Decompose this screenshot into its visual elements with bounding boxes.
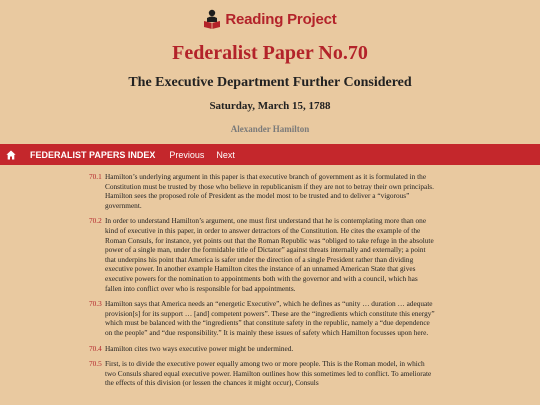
logo-text: Reading Project bbox=[225, 10, 337, 28]
main-navbar bbox=[0, 144, 540, 165]
paragraph bbox=[89, 216, 435, 293]
site-logo[interactable] bbox=[0, 8, 540, 30]
author-name: Alexander Hamilton bbox=[230, 124, 310, 134]
paragraph-text: Hamilton cites two ways executive power might be undermined. bbox=[105, 343, 294, 353]
paragraph-number: 70.4 bbox=[89, 343, 102, 353]
paragraph-number: 70.1 bbox=[89, 172, 102, 181]
paragraph-number: 70.2 bbox=[89, 216, 102, 226]
next-link[interactable]: Next bbox=[216, 149, 235, 160]
federalist-index-link[interactable]: FEDERALIST PAPERS INDEX bbox=[30, 149, 156, 160]
paragraph bbox=[89, 172, 435, 210]
paragraph-number: 70.3 bbox=[89, 299, 102, 309]
page-title: Federalist Paper No.70 bbox=[172, 42, 368, 64]
page-subtitle: The Executive Department Further Considered bbox=[128, 75, 412, 90]
paragraph-text: Hamilton says that America needs an “energetic Executive”, which he defines as “unity … duration … adequate provision[s] for its support … [and] competent powers”. These are the “ingredients which constitute this energy” which must be balanced with the “ingredients” that constitute safety in the republic, namely a “due dependence on the people” and “due responsibility.” It is mainly these issues of safety which Hamilton focusses upon here. bbox=[105, 299, 435, 337]
paragraph bbox=[89, 299, 435, 337]
home-icon[interactable] bbox=[6, 150, 16, 160]
paragraph bbox=[89, 344, 435, 354]
paragraph bbox=[89, 359, 435, 388]
paragraph-text: In order to understand Hamilton’s argument, one must first understand that he is contemplating more than one kind of executive in this paper, in order to answer detractors of the Constitution. He cites the example of the Roman Consuls, for instance, yet points out that the Roman Republic was “obliged to take refuge in the absolute power of a single man, under the formidable title of Dictator” against threats internally and externally; a point that underpins his point that America is safer under the direction of a single President rather than dividing executive power. In another example Hamilton cites the instance of an unnamed American State that gives executive powers for the nomination to appointments both with the governor and with a council, which has fallen into conflict over who is responsible for bad appointments. bbox=[105, 216, 434, 293]
publication-date: Saturday, March 15, 1788 bbox=[209, 100, 331, 112]
article-body bbox=[89, 172, 435, 394]
book-reader-icon bbox=[203, 9, 221, 29]
previous-link[interactable]: Previous bbox=[169, 149, 205, 160]
paragraph-text: Hamilton’s underlying argument in this paper is that executive branch of government as it is formulated in the Constitution must be trusted by those who believe in republicanism if they are not to betray their own principals. Hamilton sees the proposed role of President as the model most to be trusted and to deliver a “vigorous” government. bbox=[105, 172, 434, 210]
paragraph-number: 70.5 bbox=[89, 359, 102, 369]
paragraph-text: First, is to divide the executive power equally among two or more people. This is the Roman model, in which two Consuls shared equal executive power. Hamilton outlines how this sometimes led to conflict. To ameliorate the effects of this division (or lessen the chances it might occur), Consuls bbox=[105, 359, 432, 388]
